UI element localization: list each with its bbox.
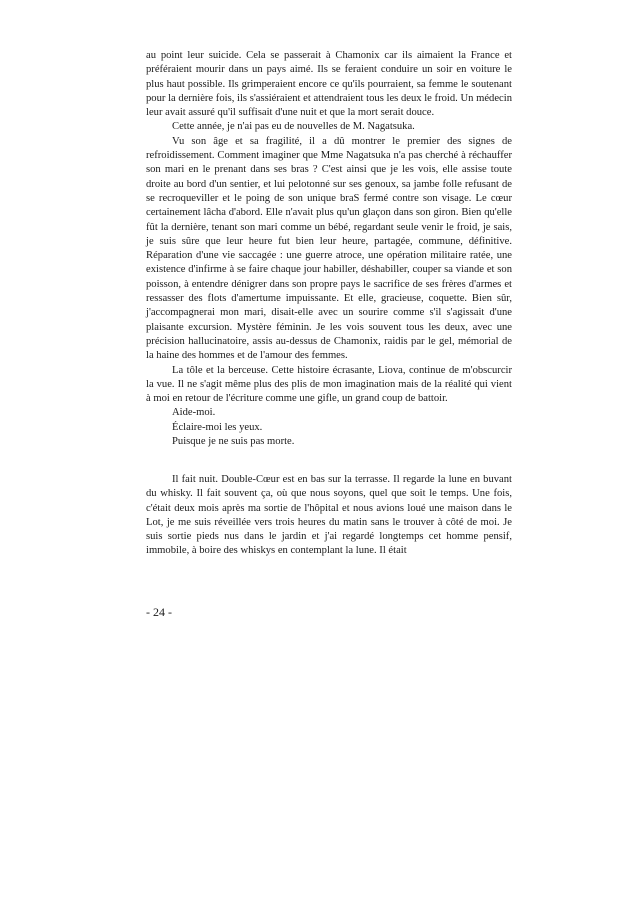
paragraph-6: Éclaire-moi les yeux. — [172, 421, 263, 433]
paragraph-7: Puisque je ne suis pas morte. — [172, 436, 295, 448]
paragraph-3: Vu son âge et sa fragilité, il a dû montrer le premier des signes de refroidissement. Comment imaginer que Mme Nagatsuka n'a pas cherché à réchauffer son mari en le prenant dans ses bras ? C'est ainsi que je les vois, elle assise toute droite au bord d'un sentier, et lui pelotonné sur ses genoux, sa jambe folle refusant de se recroqueviller et le poing de son unique braS fermé contre son visage. Le cœur certainement lâcha d'abord. Elle n'avait plus qu'un glaçon dans son giron. Bien qu'elle fût la dernière, tenant son mari comme un bébé, regardant seule venir le froid, je sais, je suis sûre que leur heure fut bien leur heure, partagée, commune, définitive. Réparation d'une vie saccagée : une guerre atroce, une opération militaire ratée, une existence d'infirme à se faire chaque jour habiller, déshabiller, couper sa viande et son poisson, à entendre dénigrer dans son propre pays le sacrifice de ses frères d'armes et ressasser des flots d'amertume impuissante. Et elle, gracieuse, coquette. Bien sûr, j'accompagnerai mon mari, disait-elle avec un sourire comme s'il s'agissait d'une plaisante excursion. Mystère féminin. Je les vois souvent tous les deux, avec une précision hallucinatoire, assis au-dessus de Chamonix, raidis par le gel, mémorial de la haine des hommes et de l'amour des femmes. — [146, 135, 512, 362]
paragraph-2: Cette année, je n'ai pas eu de nouvelles de M. Nagatsuka. — [172, 121, 415, 133]
paragraph-8: Il fait nuit. Double-Cœur est en bas sur la terrasse. Il regarde la lune en buvant du whisky. Il fait souvent ça, où que nous soyons, quel que soit le temps. Une fois, c'était deux mois après ma sortie de l'hôpital et nous avions loué une maison dans le Lot, je me suis réveillée vers trois heures du matin sans le trouver à côté de moi. Je suis sortie pieds nus dans le jardin et j'ai regardé longtemps cet homme pensif, immobile, à boire des whiskys en contemplant la lune. Il était — [146, 474, 512, 557]
paragraph-1: au point leur suicide. Cela se passerait à Chamonix car ils aimaient la France et préféraient mourir dans un pays aimé. Ils se feraient conduire un soir en voiture le plus haut possible. Ils grimperaient encore ce qu'ils pourraient, sa femme le soutenant pour la dernière fois, ils s'assiéraient et attendraient tous les deux le froid. Un médecin leur avait assuré qu'il suffisait d'une nuit et que la mort serait douce. — [146, 50, 512, 119]
paragraph-4: La tôle et la berceuse. Cette histoire écrasante, Liova, continue de m'obscurcir la vue. Il ne s'agit même plus des plis de mon imagination mais de la réalité qui vient à moi en retour de l'écriture comme une gifle, un grand coup de battoir. — [146, 364, 512, 405]
page-number: - 24 - — [146, 605, 172, 619]
text-section-2 — [146, 473, 512, 559]
text-section-1 — [146, 49, 512, 449]
paragraph-5: Aide-moi. — [172, 407, 216, 419]
